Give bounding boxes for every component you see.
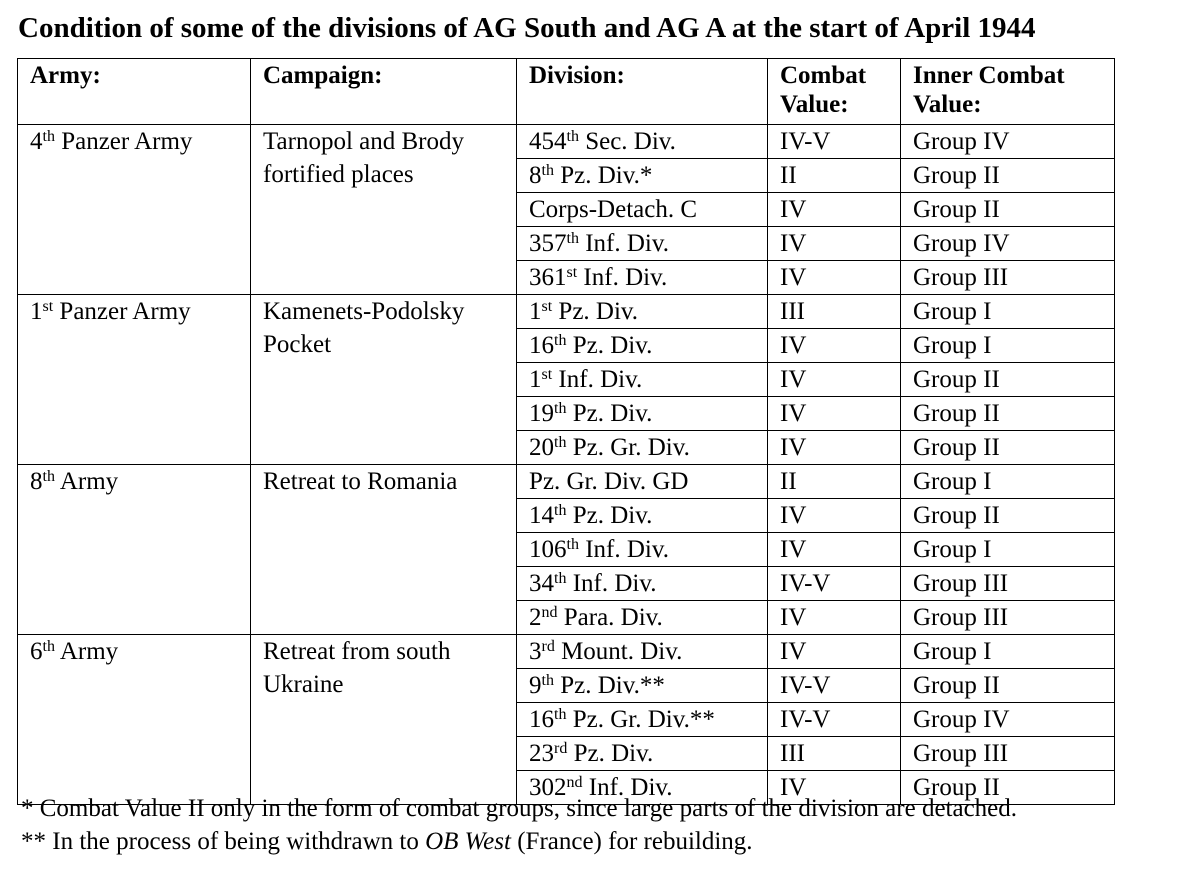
division-cell: [517, 159, 768, 193]
division-name: Pz. Div.**: [553, 672, 665, 699]
division-cell: [517, 499, 768, 533]
combat-value-cell: IV: [768, 193, 901, 227]
inner-combat-value-cell: Group I: [901, 295, 1115, 329]
table-title: Condition of some of the divisions of AG South and AG A at the start of April 1944: [18, 12, 1036, 44]
division-number: 16: [529, 706, 554, 733]
army-cell: [18, 465, 251, 635]
division-number: 361: [529, 264, 567, 291]
division-number: 2: [529, 604, 542, 631]
division-number: 8: [529, 162, 542, 189]
division-ordinal-suffix: th: [554, 501, 567, 519]
footnote-2: [21, 825, 1017, 858]
inner-combat-value-cell: Group III: [901, 737, 1115, 771]
division-name: Pz. Div.: [552, 298, 639, 325]
campaign-cell: Tarnopol and Brody fortified places: [251, 125, 517, 295]
header-army: Army:: [18, 59, 251, 125]
division-name: Inf. Div.: [552, 366, 643, 393]
combat-value-cell: IV: [768, 397, 901, 431]
division-name: Inf. Div.: [582, 774, 673, 801]
combat-value-cell: IV-V: [768, 703, 901, 737]
army-number: 6: [30, 638, 43, 665]
inner-combat-value-cell: Group IV: [901, 703, 1115, 737]
division-number: 14: [529, 502, 554, 529]
division-cell: [517, 567, 768, 601]
division-cell: [517, 363, 768, 397]
campaign-cell: Kamenets-Podolsky Pocket: [251, 295, 517, 465]
footnote-1: * Combat Value II only in the form of combat groups, since large parts of the division are detached.: [21, 795, 1018, 822]
combat-value-cell: IV-V: [768, 125, 901, 159]
division-cell: [517, 329, 768, 363]
footnotes: [21, 792, 1017, 858]
inner-combat-value-cell: Group III: [901, 261, 1115, 295]
division-number: 454: [529, 128, 567, 155]
inner-combat-value-cell: Group IV: [901, 125, 1115, 159]
inner-combat-value-cell: Group II: [901, 669, 1115, 703]
division-number: 357: [529, 230, 567, 257]
header-row: [18, 59, 1115, 125]
division-ordinal-suffix: rd: [554, 739, 568, 757]
division-name: Para. Div.: [557, 604, 663, 631]
division-cell: [517, 295, 768, 329]
army-name: Panzer Army: [53, 298, 191, 325]
combat-value-cell: IV: [768, 329, 901, 363]
army-name: Army: [54, 638, 119, 665]
division-number: 3: [529, 638, 542, 665]
division-ordinal-suffix: th: [554, 569, 567, 587]
combat-value-cell: IV: [768, 635, 901, 669]
combat-value-cell: IV: [768, 261, 901, 295]
division-number: 20: [529, 434, 554, 461]
combat-value-cell: IV: [768, 533, 901, 567]
division-ordinal-suffix: th: [554, 331, 567, 349]
header-combat-value: Combat Value:: [768, 59, 901, 125]
inner-combat-value-cell: Group I: [901, 635, 1115, 669]
inner-combat-value-cell: Group I: [901, 533, 1115, 567]
division-ordinal-suffix: th: [541, 161, 554, 179]
inner-combat-value-cell: Group IV: [901, 227, 1115, 261]
army-ordinal-suffix: th: [42, 127, 55, 145]
division-name: Pz. Gr. Div.: [566, 434, 690, 461]
combat-value-cell: III: [768, 295, 901, 329]
table-row: [18, 635, 1115, 669]
footnote-2-text-before: ** In the process of being withdrawn to: [21, 828, 426, 855]
inner-combat-value-cell: Group II: [901, 431, 1115, 465]
division-ordinal-suffix: th: [566, 229, 579, 247]
division-cell: [517, 703, 768, 737]
campaign-cell: Retreat to Romania: [251, 465, 517, 635]
army-number: 8: [30, 468, 43, 495]
division-name: Pz. Gr. Div. GD: [529, 468, 689, 495]
army-number: 1: [30, 298, 43, 325]
division-cell: [517, 431, 768, 465]
division-cell: [517, 635, 768, 669]
header-inner-combat-value: Inner Combat Value:: [901, 59, 1115, 125]
inner-combat-value-cell: Group II: [901, 363, 1115, 397]
division-ordinal-suffix: st: [566, 263, 578, 281]
division-ordinal-suffix: th: [541, 671, 554, 689]
army-ordinal-suffix: th: [42, 467, 55, 485]
table-row: [18, 465, 1115, 499]
division-cell: [517, 125, 768, 159]
army-name: Panzer Army: [54, 128, 193, 155]
combat-value-cell: IV: [768, 431, 901, 465]
division-name: Inf. Div.: [578, 536, 669, 563]
division-cell: [517, 669, 768, 703]
combat-value-cell: IV: [768, 771, 901, 805]
footnote-2-text-after: (France) for rebuilding.: [510, 828, 753, 855]
division-number: 1: [529, 366, 542, 393]
division-number: 9: [529, 672, 542, 699]
footnote-2-italic: OB West: [425, 828, 511, 855]
army-ordinal-suffix: st: [42, 297, 54, 315]
army-cell: [18, 635, 251, 805]
division-ordinal-suffix: rd: [541, 637, 555, 655]
division-ordinal-suffix: th: [554, 433, 567, 451]
division-cell: [517, 737, 768, 771]
division-cell: [517, 193, 768, 227]
division-name: Inf. Div.: [577, 264, 668, 291]
inner-combat-value-cell: Group I: [901, 465, 1115, 499]
header-campaign: Campaign:: [251, 59, 517, 125]
division-ordinal-suffix: nd: [566, 773, 583, 791]
division-name: Corps-Detach. C: [529, 196, 698, 223]
inner-combat-value-cell: Group II: [901, 159, 1115, 193]
inner-combat-value-cell: Group I: [901, 329, 1115, 363]
inner-combat-value-cell: Group II: [901, 193, 1115, 227]
division-name: Pz. Div.: [566, 502, 653, 529]
division-name: Pz. Gr. Div.**: [566, 706, 715, 733]
division-name: Sec. Div.: [578, 128, 676, 155]
division-cell: [517, 227, 768, 261]
header-division: Division:: [517, 59, 768, 125]
combat-value-cell: III: [768, 737, 901, 771]
inner-combat-value-cell: Group III: [901, 567, 1115, 601]
division-number: 16: [529, 332, 554, 359]
division-number: 19: [529, 400, 554, 427]
table-row: [18, 125, 1115, 159]
division-number: 302: [529, 774, 567, 801]
combat-value-cell: IV: [768, 601, 901, 635]
combat-value-cell: II: [768, 465, 901, 499]
division-name: Pz. Div.: [566, 332, 653, 359]
combat-value-cell: IV: [768, 227, 901, 261]
army-ordinal-suffix: th: [42, 637, 55, 655]
division-cell: [517, 533, 768, 567]
army-name: Army: [54, 468, 119, 495]
combat-value-cell: IV: [768, 363, 901, 397]
division-name: Inf. Div.: [578, 230, 669, 257]
division-number: 106: [529, 536, 567, 563]
division-ordinal-suffix: th: [554, 399, 567, 417]
division-number: 34: [529, 570, 554, 597]
table-row: [18, 295, 1115, 329]
division-name: Pz. Div.: [567, 740, 654, 767]
inner-combat-value-cell: Group II: [901, 397, 1115, 431]
division-cell: [517, 601, 768, 635]
army-cell: [18, 125, 251, 295]
inner-combat-value-cell: Group II: [901, 499, 1115, 533]
inner-combat-value-cell: Group II: [901, 771, 1115, 805]
division-number: 23: [529, 740, 554, 767]
army-cell: [18, 295, 251, 465]
division-name: Inf. Div.: [566, 570, 657, 597]
division-ordinal-suffix: th: [554, 705, 567, 723]
division-ordinal-suffix: nd: [541, 603, 558, 621]
division-name: Pz. Div.: [566, 400, 653, 427]
inner-combat-value-cell: Group III: [901, 601, 1115, 635]
division-name: Pz. Div.*: [553, 162, 653, 189]
division-ordinal-suffix: th: [566, 127, 579, 145]
division-ordinal-suffix: st: [541, 297, 553, 315]
combat-value-cell: IV-V: [768, 669, 901, 703]
divisions-table: [17, 58, 1115, 805]
division-cell: [517, 397, 768, 431]
division-number: 1: [529, 298, 542, 325]
division-cell: [517, 261, 768, 295]
campaign-cell: Retreat from south Ukraine: [251, 635, 517, 805]
division-ordinal-suffix: st: [541, 365, 553, 383]
division-name: Mount. Div.: [554, 638, 683, 665]
combat-value-cell: II: [768, 159, 901, 193]
combat-value-cell: IV: [768, 499, 901, 533]
combat-value-cell: IV-V: [768, 567, 901, 601]
army-number: 4: [30, 128, 43, 155]
division-ordinal-suffix: th: [566, 535, 579, 553]
division-cell: [517, 465, 768, 499]
